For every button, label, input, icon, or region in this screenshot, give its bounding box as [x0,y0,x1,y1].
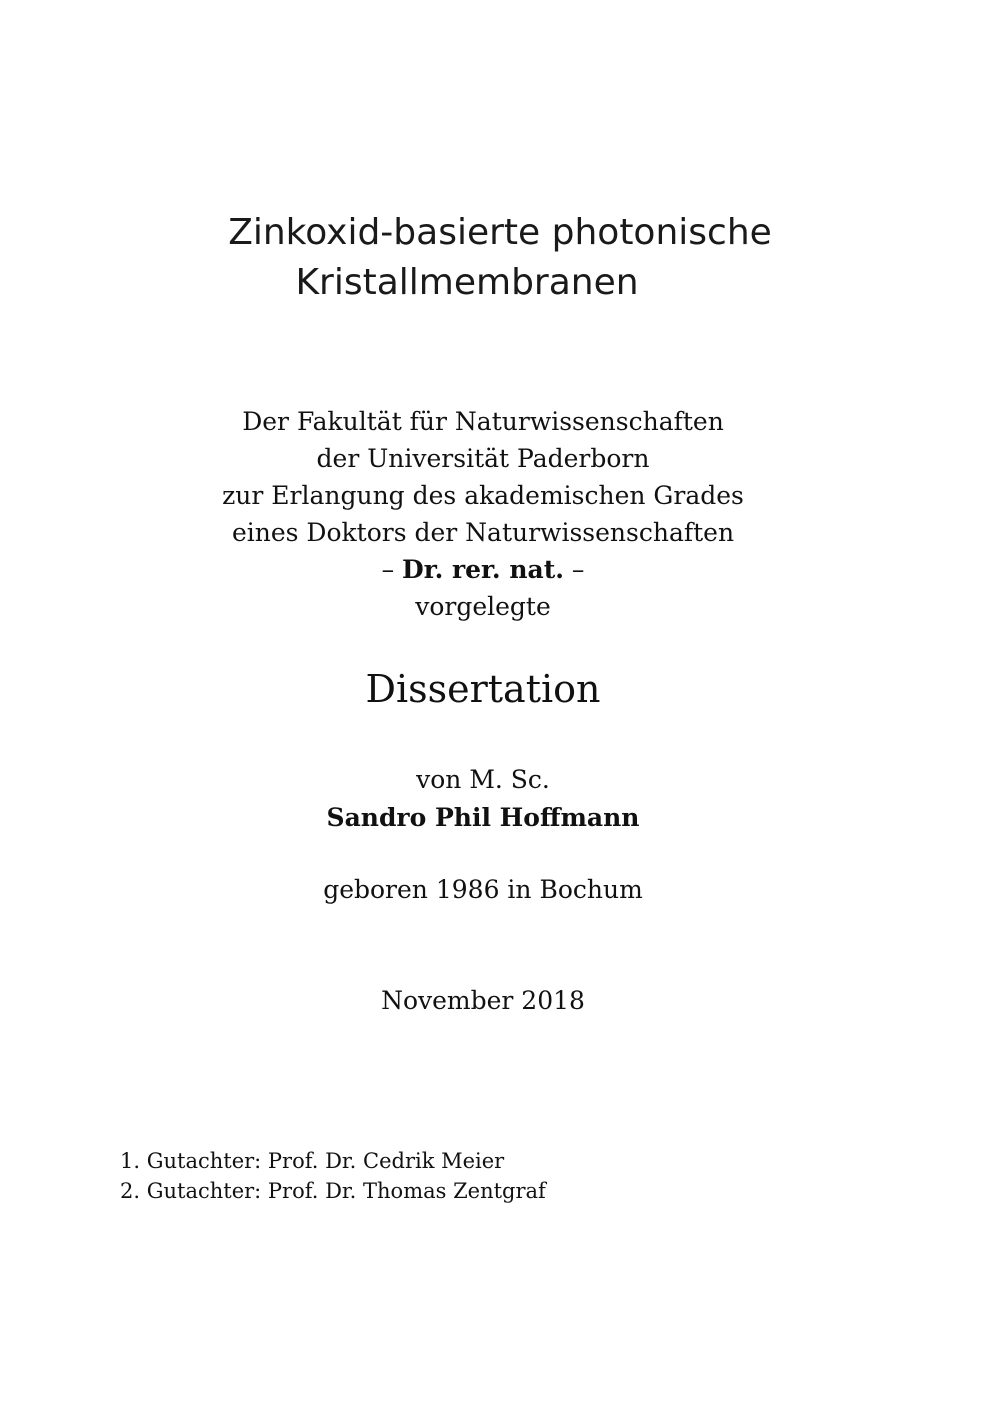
referee-2: 2. Gutachter: Prof. Dr. Thomas Zentgraf [120,1179,546,1203]
degree-suffix: – [563,555,585,584]
submission-date: November 2018 [381,986,585,1015]
degree-title: Dr. rer. nat. [402,555,564,584]
referee-1: 1. Gutachter: Prof. Dr. Cedrik Meier [120,1149,505,1173]
thesis-title-line-1: Zinkoxid-basierte photonische [228,212,772,253]
author-prefix: von M. Sc. [416,765,550,794]
faculty-line-1: Der Fakultät für Naturwissenschaften [242,407,724,436]
document-type: Dissertation [365,667,601,711]
faculty-statement [150,403,816,625]
degree-prefix: – [381,555,403,584]
referees-list [120,1146,820,1206]
author-block [150,761,816,837]
thesis-title [180,208,820,308]
faculty-line-2: der Universität Paderborn [316,444,650,473]
faculty-line-3: zur Erlangung des akademischen Grades [222,481,744,510]
author-name: Sandro Phil Hoffmann [326,803,640,832]
degree-line [150,551,816,588]
thesis-title-line-2: Kristallmembranen [295,262,639,303]
birth-info: geboren 1986 in Bochum [323,875,643,904]
faculty-line-4: eines Doktors der Naturwissenschaften [231,518,735,547]
faculty-line-6: vorgelegte [415,592,551,621]
